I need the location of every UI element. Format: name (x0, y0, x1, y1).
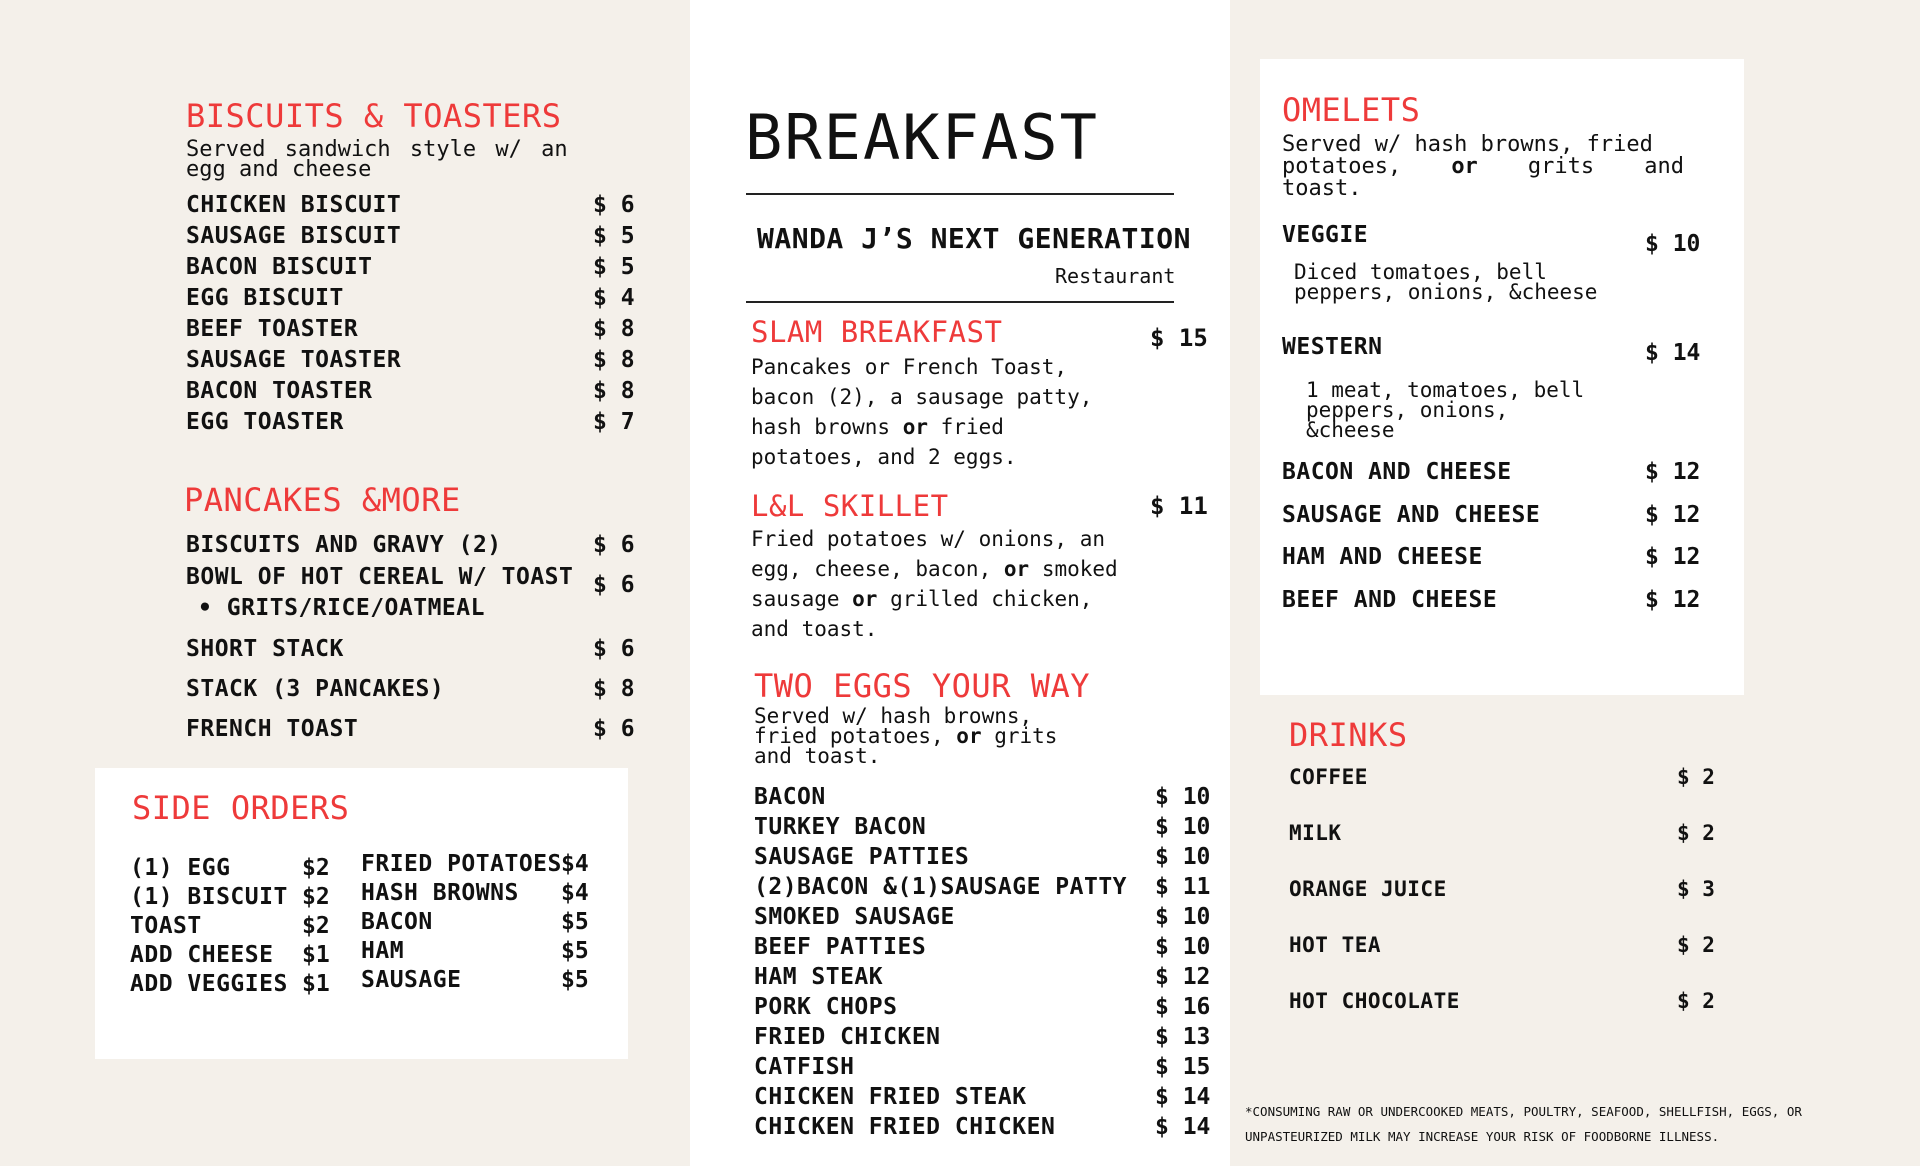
desc-line: Diced tomatoes, bell (1294, 260, 1547, 284)
side-orders-title: SIDE ORDERS (132, 789, 350, 827)
restaurant-name: WANDA J’S NEXT GENERATION (757, 222, 1191, 255)
item-price: $ 8 (593, 676, 635, 702)
menu-item (361, 909, 601, 939)
item-name: HOT CHOCOLATE (1289, 989, 1460, 1013)
item-name: BACON (361, 909, 433, 935)
menu-item (186, 192, 636, 222)
menu-item (754, 1024, 1214, 1054)
item-name: SAUSAGE TOASTER (186, 347, 402, 373)
slam-price: $ 15 (1150, 324, 1208, 352)
item-price: $ 12 (1645, 502, 1701, 528)
item-price: $ 12 (1645, 587, 1701, 613)
pancakes-title: PANCAKES &MORE (184, 481, 461, 519)
disclaimer-line: UNPASTEURIZED MILK MAY INCREASE YOUR RISK OF FOODBORNE ILLNESS. (1245, 1129, 1720, 1144)
drinks-list (1289, 765, 1729, 1025)
menu-item (1282, 544, 1722, 574)
item-price: $ 14 (1155, 1114, 1211, 1140)
item-name: HAM AND CHEESE (1282, 544, 1483, 570)
item-price: $ 12 (1155, 964, 1211, 990)
pancakes-section (184, 480, 644, 762)
desc-text: grilled chicken, (877, 587, 1093, 611)
menu-item (186, 636, 644, 666)
item-price: $2 (302, 913, 330, 939)
item-name: PORK CHOPS (754, 994, 898, 1020)
biscuits-desc-line-1: Served sandwich style w/ an (186, 137, 568, 162)
menu-item (1282, 587, 1722, 617)
omelets-description (1282, 134, 1722, 200)
item-price: $ 15 (1155, 1054, 1211, 1080)
item-name: HAM STEAK (754, 964, 884, 990)
restaurant-subtitle: Restaurant (1055, 264, 1176, 288)
item-name: EGG BISCUIT (186, 285, 344, 311)
item-sub-label: GRITS/RICE/OATMEAL (226, 595, 485, 621)
item-price: $ 2 (1677, 933, 1715, 957)
item-name: FRIED POTATOES (361, 851, 562, 877)
skillet-price: $ 11 (1150, 492, 1208, 520)
item-price: $5 (561, 909, 589, 935)
item-price: $5 (561, 967, 589, 993)
item-price: $ 10 (1155, 784, 1211, 810)
item-price: $ 13 (1155, 1024, 1211, 1050)
item-price: $2 (302, 855, 330, 881)
item-name: BACON AND CHEESE (1282, 459, 1512, 485)
item-price: $ 16 (1155, 994, 1211, 1020)
menu-item (130, 942, 340, 972)
item-name: SAUSAGE BISCUIT (186, 223, 402, 249)
menu-item (361, 880, 601, 910)
desc-line: and toast. (754, 744, 881, 768)
item-price: $ 6 (593, 716, 635, 742)
item-name: SAUSAGE PATTIES (754, 844, 970, 870)
item-name: (2)BACON &(1)SAUSAGE PATTY (754, 874, 1128, 900)
item-price: $ 8 (593, 347, 635, 373)
item-price: $ 6 (593, 532, 635, 558)
item-name: SAUSAGE (361, 967, 462, 993)
item-name: TURKEY BACON (754, 814, 927, 840)
item-name: FRENCH TOAST (186, 716, 359, 742)
menu-item (754, 904, 1214, 934)
menu-item (130, 855, 340, 885)
desc-text: grits (981, 724, 1058, 748)
item-name: ORANGE JUICE (1289, 877, 1447, 901)
drinks-title: DRINKS (1289, 716, 1408, 754)
item-name: TOAST (130, 913, 202, 939)
item-price: $ 6 (593, 636, 635, 662)
desc-text: fried potatoes, (754, 724, 957, 748)
pancakes-list (184, 532, 644, 762)
desc-line: potatoes, and 2 eggs. (751, 445, 1017, 469)
item-name: CHICKEN FRIED STEAK (754, 1084, 1027, 1110)
menu-item (754, 1084, 1214, 1114)
item-price: $ 6 (593, 572, 635, 598)
desc-text: egg, cheese, bacon, (751, 557, 1004, 581)
menu-item (186, 316, 636, 346)
menu-item (1289, 989, 1729, 1019)
veggie-price: $ 10 (1645, 231, 1701, 257)
western-price: $ 14 (1645, 340, 1701, 366)
desc-line: &cheese (1306, 418, 1395, 442)
item-price: $5 (561, 938, 589, 964)
biscuits-desc-line-2: egg and cheese (186, 157, 372, 182)
menu-item (1282, 459, 1722, 489)
desc-line: Served w/ hash browns, fried (1282, 132, 1653, 157)
desc-line (1282, 156, 1684, 178)
desc-text: and (1644, 154, 1684, 179)
menu-item (186, 532, 644, 562)
menu-item (186, 564, 644, 624)
menu-item (754, 1054, 1214, 1084)
menu-item (186, 254, 636, 284)
desc-line (754, 726, 1214, 746)
biscuits-list (186, 192, 636, 442)
item-subtext (198, 595, 485, 621)
item-name: CATFISH (754, 1054, 855, 1080)
item-name: HASH BROWNS (361, 880, 519, 906)
side-orders-section (130, 785, 612, 997)
item-price: $1 (302, 942, 330, 968)
biscuits-title: BISCUITS & TOASTERS (186, 97, 562, 135)
desc-line: Served w/ hash browns, (754, 704, 1033, 728)
menu-item (130, 971, 340, 1001)
item-name: BACON TOASTER (186, 378, 373, 404)
bullet-icon: • (198, 595, 213, 621)
omelets-title: OMELETS (1282, 91, 1421, 129)
item-name: CHICKEN FRIED CHICKEN (754, 1114, 1056, 1140)
desc-line: toast. (1282, 176, 1362, 201)
desc-text: fried (928, 415, 1004, 439)
item-price: $ 10 (1155, 904, 1211, 930)
menu-item (1289, 877, 1729, 907)
menu-item (186, 716, 644, 746)
desc-emphasis: or (1003, 557, 1030, 581)
menu-item (361, 967, 601, 997)
item-price: $ 2 (1677, 821, 1715, 845)
item-name: BEEF TOASTER (186, 316, 359, 342)
item-name: COFFEE (1289, 765, 1368, 789)
menu-item (754, 874, 1214, 904)
skillet-section (751, 488, 1211, 644)
item-price: $ 6 (593, 192, 635, 218)
item-price: $4 (561, 880, 589, 906)
menu-item (186, 409, 636, 439)
item-name: FRIED CHICKEN (754, 1024, 941, 1050)
desc-emphasis: or (852, 587, 878, 611)
page-title: BREAKFAST (745, 101, 1099, 174)
biscuits-description (186, 137, 636, 182)
desc-line (751, 584, 1211, 614)
item-price: $4 (561, 851, 589, 877)
desc-line (751, 554, 1211, 584)
desc-emphasis: or (1451, 154, 1478, 179)
two-eggs-title: TWO EGGS YOUR WAY (754, 667, 1091, 705)
item-name: BACON (754, 784, 826, 810)
slam-title: SLAM BREAKFAST (751, 315, 1003, 349)
menu-item (754, 994, 1214, 1024)
desc-text: hash browns (751, 415, 903, 439)
omelets-list (1282, 459, 1722, 619)
menu-item (1289, 821, 1729, 851)
menu-item (754, 844, 1214, 874)
item-price: $ 10 (1155, 844, 1211, 870)
item-name: BISCUITS AND GRAVY (2) (186, 532, 502, 558)
menu-item (361, 938, 601, 968)
menu-item (186, 285, 636, 315)
desc-line (751, 412, 1211, 442)
item-name: BACON BISCUIT (186, 254, 373, 280)
item-price: $ 7 (593, 409, 635, 435)
slam-description (751, 352, 1211, 472)
item-name: STACK (3 PANCAKES) (186, 676, 445, 702)
item-price: $ 12 (1645, 459, 1701, 485)
veggie-description (1294, 262, 1597, 302)
disclaimer (1245, 1099, 1802, 1149)
skillet-description (751, 524, 1211, 644)
desc-line: Pancakes or French Toast, (751, 355, 1068, 379)
desc-text: smoked (1029, 557, 1118, 581)
menu-item (130, 913, 340, 943)
item-name: EGG TOASTER (186, 409, 344, 435)
menu-item (754, 934, 1214, 964)
item-price: $ 10 (1155, 934, 1211, 960)
item-name: HOT TEA (1289, 933, 1382, 957)
menu-item (754, 784, 1214, 814)
item-price: $ 10 (1155, 814, 1211, 840)
item-name: SHORT STACK (186, 636, 344, 662)
desc-line: 1 meat, tomatoes, bell (1306, 378, 1585, 402)
item-price: $ 4 (593, 285, 635, 311)
item-price: $ 11 (1155, 874, 1211, 900)
desc-line: and toast. (751, 617, 878, 641)
menu-item (754, 814, 1214, 844)
menu-item (1289, 933, 1729, 963)
item-name: ADD VEGGIES (130, 971, 288, 997)
desc-emphasis: or (902, 415, 929, 439)
two-eggs-list (754, 784, 1214, 1164)
drinks-section (1289, 715, 1729, 1025)
item-name: BOWL OF HOT CEREAL W/ TOAST (186, 564, 574, 590)
menu-item (754, 1114, 1214, 1144)
item-price: $ 14 (1155, 1084, 1211, 1110)
item-price: $ 5 (593, 254, 635, 280)
two-eggs-section (754, 666, 1214, 1164)
item-name: MILK (1289, 821, 1342, 845)
two-eggs-description (754, 706, 1214, 766)
menu-item (186, 347, 636, 377)
item-price: $ 2 (1677, 989, 1715, 1013)
menu-item (1282, 502, 1722, 532)
item-name: CHICKEN BISCUIT (186, 192, 402, 218)
menu-item (361, 851, 601, 881)
item-name: BEEF PATTIES (754, 934, 927, 960)
skillet-title: L&L SKILLET (751, 489, 949, 523)
item-price: $ 3 (1677, 877, 1715, 901)
slam-breakfast-section (751, 314, 1211, 472)
western-description (1306, 380, 1584, 440)
biscuits-section (186, 96, 636, 442)
item-price: $ 12 (1645, 544, 1701, 570)
item-price: $2 (302, 884, 330, 910)
item-price: $ 8 (593, 316, 635, 342)
desc-line: peppers, onions, (1306, 398, 1509, 422)
item-name: (1) EGG (130, 855, 231, 881)
omelets-section (1282, 90, 1722, 200)
item-name: BEEF AND CHEESE (1282, 587, 1498, 613)
divider (746, 193, 1174, 195)
item-price: $ 8 (593, 378, 635, 404)
desc-line: bacon (2), a sausage patty, (751, 385, 1093, 409)
disclaimer-line: *CONSUMING RAW OR UNDERCOOKED MEATS, POULTRY, SEAFOOD, SHELLFISH, EGGS, OR (1245, 1104, 1802, 1119)
item-name: HAM (361, 938, 405, 964)
item-price: $ 2 (1677, 765, 1715, 789)
desc-text: sausage (751, 587, 853, 611)
item-name: (1) BISCUIT (130, 884, 288, 910)
menu-item (1289, 765, 1729, 795)
desc-line: peppers, onions, &cheese (1294, 280, 1598, 304)
item-price: $1 (302, 971, 330, 997)
item-name: SAUSAGE AND CHEESE (1282, 502, 1541, 528)
menu-item (130, 884, 340, 914)
item-name: SMOKED SAUSAGE (754, 904, 955, 930)
menu-item (186, 223, 636, 253)
item-name: ADD CHEESE (130, 942, 274, 968)
menu-item (186, 676, 644, 706)
desc-emphasis: or (956, 724, 982, 748)
divider (746, 301, 1174, 303)
veggie-name: VEGGIE (1282, 222, 1369, 248)
western-name: WESTERN (1282, 334, 1383, 360)
desc-text: potatoes, (1282, 154, 1402, 179)
desc-line: Fried potatoes w/ onions, an (751, 527, 1106, 551)
item-price: $ 5 (593, 223, 635, 249)
menu-item (754, 964, 1214, 994)
desc-text: grits (1527, 154, 1595, 179)
menu-item (186, 378, 636, 408)
